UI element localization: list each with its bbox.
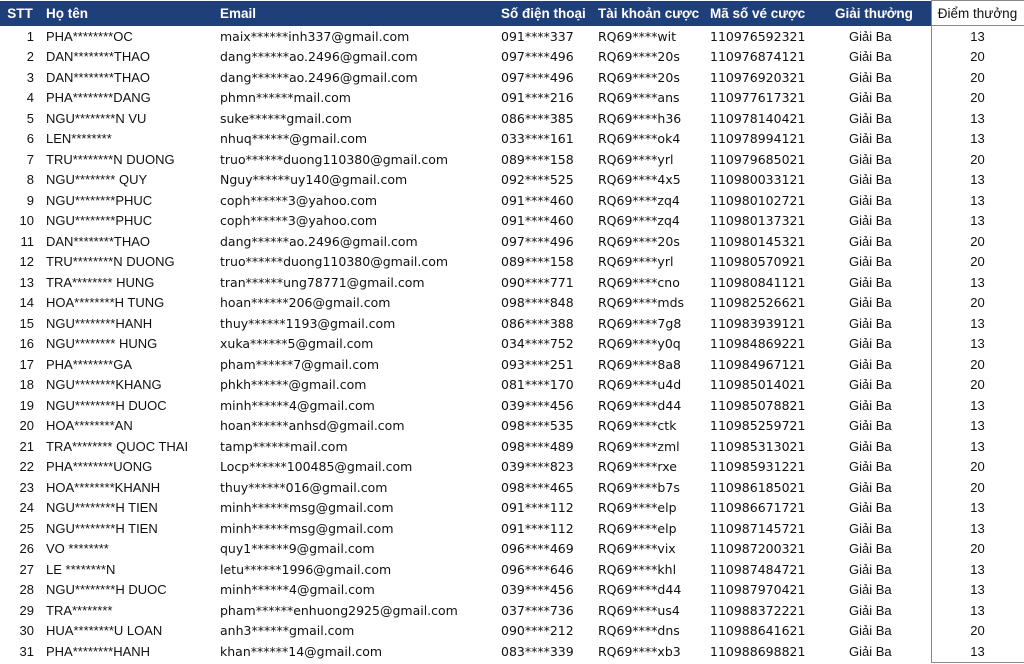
table-row: [0, 129, 1024, 150]
cell-ticket: 110985259721: [710, 418, 806, 434]
table-row: [0, 231, 1024, 252]
cell-name: TRA******** HUNG: [46, 274, 155, 290]
cell-stt: 30: [19, 623, 34, 639]
cell-account: RQ69****yrl: [598, 254, 674, 270]
header-name: Họ tên: [40, 1, 218, 26]
cell-account: RQ69****h36: [598, 110, 682, 126]
cell-points: 20: [931, 477, 1024, 498]
cell-account: RQ69****20s: [598, 69, 680, 85]
cell-prize: Giải Ba: [849, 28, 892, 44]
cell-email: dang******ao.2496@gmail.com: [220, 233, 418, 249]
cell-account: RQ69****20s: [598, 49, 680, 65]
cell-email: maix******inh337@gmail.com: [220, 28, 410, 44]
cell-email: truo******duong110380@gmail.com: [220, 254, 449, 270]
cell-email: hoan******anhsd@gmail.com: [220, 418, 405, 434]
cell-email: tran******ung78771@gmail.com: [220, 274, 425, 290]
cell-points: 13: [931, 211, 1024, 232]
cell-stt: 6: [26, 131, 34, 147]
cell-points: 13: [931, 559, 1024, 580]
cell-stt: 22: [19, 459, 34, 475]
header-prize: Giải thưởng: [833, 1, 931, 26]
cell-points: 20: [931, 149, 1024, 170]
cell-email: minh******msg@gmail.com: [220, 500, 394, 516]
cell-prize: Giải Ba: [849, 295, 892, 311]
cell-account: RQ69****4x5: [598, 172, 681, 188]
cell-name: LE ********N: [46, 561, 116, 577]
cell-points: 20: [931, 47, 1024, 68]
table-row: [0, 375, 1024, 396]
cell-prize: Giải Ba: [849, 644, 892, 659]
cell-phone: 086****385: [501, 110, 574, 126]
cell-prize: Giải Ba: [849, 479, 892, 495]
cell-prize: Giải Ba: [849, 602, 892, 618]
cell-name: DAN********THAO: [46, 233, 151, 249]
cell-ticket: 110985931221: [710, 459, 806, 475]
cell-email: Locp******100485@gmail.com: [220, 459, 413, 475]
cell-account: RQ69****zml: [598, 438, 680, 454]
cell-ticket: 110987145721: [710, 520, 806, 536]
cell-prize: Giải Ba: [849, 315, 892, 331]
cell-name: DAN********THAO: [46, 69, 151, 85]
cell-email: anh3******gmail.com: [220, 623, 355, 639]
cell-prize: Giải Ba: [849, 500, 892, 516]
cell-email: thuy******016@gmail.com: [220, 479, 388, 495]
cell-stt: 31: [19, 644, 34, 659]
cell-ticket: 110980033121: [710, 172, 806, 188]
cell-name: HUA********U LOAN: [46, 623, 163, 639]
table-row: [0, 334, 1024, 355]
cell-prize: Giải Ba: [849, 397, 892, 413]
table-row: [0, 211, 1024, 232]
cell-account: RQ69****mds: [598, 295, 685, 311]
table-row: [0, 293, 1024, 314]
cell-account: RQ69****ans: [598, 90, 680, 106]
cell-stt: 27: [19, 561, 34, 577]
cell-account: RQ69****xb3: [598, 644, 681, 659]
cell-prize: Giải Ba: [849, 69, 892, 85]
cell-account: RQ69****khl: [598, 561, 677, 577]
cell-ticket: 110986671721: [710, 500, 806, 516]
cell-ticket: 110983939121: [710, 315, 806, 331]
cell-email: Nguy******uy140@gmail.com: [220, 172, 408, 188]
cell-ticket: 110976592321: [710, 28, 806, 44]
cell-points: 13: [931, 334, 1024, 355]
header-account: Tài khoản cược: [596, 1, 708, 26]
cell-email: truo******duong110380@gmail.com: [220, 151, 449, 167]
cell-email: xuka******5@gmail.com: [220, 336, 374, 352]
cell-prize: Giải Ba: [849, 192, 892, 208]
cell-phone: 092****525: [501, 172, 574, 188]
cell-points: 20: [931, 457, 1024, 478]
cell-stt: 24: [19, 500, 34, 516]
cell-name: NGU********KHANG: [46, 377, 162, 393]
cell-phone: 090****771: [501, 274, 574, 290]
cell-name: PHA********OC: [46, 28, 133, 44]
cell-email: letu******1996@gmail.com: [220, 561, 392, 577]
cell-prize: Giải Ba: [849, 561, 892, 577]
cell-stt: 13: [19, 274, 34, 290]
cell-name: PHA********HANH: [46, 644, 151, 659]
cell-prize: Giải Ba: [849, 356, 892, 372]
cell-phone: 083****339: [501, 644, 574, 659]
cell-phone: 081****170: [501, 377, 574, 393]
cell-email: quy1******9@gmail.com: [220, 541, 375, 557]
cell-phone: 091****337: [501, 28, 574, 44]
cell-name: NGU******** QUY: [46, 172, 148, 188]
cell-stt: 21: [19, 438, 34, 454]
cell-points: 20: [931, 354, 1024, 375]
cell-prize: Giải Ba: [849, 172, 892, 188]
cell-ticket: 110988698821: [710, 644, 806, 659]
cell-ticket: 110985014021: [710, 377, 806, 393]
cell-account: RQ69****ok4: [598, 131, 681, 147]
cell-account: RQ69****yrl: [598, 151, 674, 167]
cell-email: minh******msg@gmail.com: [220, 520, 394, 536]
cell-name: HOA********KHANH: [46, 479, 161, 495]
cell-ticket: 110980841121: [710, 274, 806, 290]
cell-points: 13: [931, 580, 1024, 601]
table-row: [0, 354, 1024, 375]
cell-phone: 037****736: [501, 602, 574, 618]
table-row: [0, 477, 1024, 498]
cell-phone: 096****646: [501, 561, 574, 577]
cell-phone: 089****158: [501, 254, 574, 270]
cell-account: RQ69****20s: [598, 233, 680, 249]
cell-ticket: 110980137321: [710, 213, 806, 229]
cell-prize: Giải Ba: [849, 541, 892, 557]
cell-email: phmn******mail.com: [220, 90, 351, 106]
cell-phone: 098****489: [501, 438, 574, 454]
cell-phone: 033****161: [501, 131, 574, 147]
cell-stt: 23: [19, 479, 34, 495]
cell-stt: 4: [26, 90, 34, 106]
table-row: [0, 47, 1024, 68]
cell-email: tamp******mail.com: [220, 438, 348, 454]
header-stt: STT: [0, 1, 40, 26]
cell-phone: 093****251: [501, 356, 574, 372]
cell-account: RQ69****d44: [598, 582, 682, 598]
cell-points: 20: [931, 88, 1024, 109]
cell-name: NGU********HANH: [46, 315, 153, 331]
cell-points: 13: [931, 436, 1024, 457]
table-row: [0, 559, 1024, 580]
cell-points: 20: [931, 252, 1024, 273]
table-row: [0, 518, 1024, 539]
cell-phone: 091****112: [501, 520, 574, 536]
cell-stt: 26: [19, 541, 34, 557]
cell-phone: 096****469: [501, 541, 574, 557]
cell-name: TRA********: [46, 602, 113, 618]
cell-name: NGU********H TIEN: [46, 500, 158, 516]
cell-stt: 8: [26, 172, 34, 188]
cell-points: 13: [931, 313, 1024, 334]
cell-ticket: 110980570921: [710, 254, 806, 270]
cell-phone: 098****535: [501, 418, 574, 434]
cell-email: dang******ao.2496@gmail.com: [220, 69, 418, 85]
header-row: [0, 1, 1024, 26]
cell-ticket: 110985313021: [710, 438, 806, 454]
cell-ticket: 110980102721: [710, 192, 806, 208]
cell-points: 20: [931, 375, 1024, 396]
table-row: [0, 149, 1024, 170]
table-row: [0, 436, 1024, 457]
table-row: [0, 170, 1024, 191]
cell-points: 13: [931, 641, 1024, 662]
cell-email: minh******4@gmail.com: [220, 397, 375, 413]
cell-ticket: 110982526621: [710, 295, 806, 311]
cell-ticket: 110987484721: [710, 561, 806, 577]
table-body: [0, 26, 1024, 663]
cell-account: RQ69****vix: [598, 541, 676, 557]
cell-account: RQ69****rxe: [598, 459, 677, 475]
cell-phone: 098****848: [501, 295, 574, 311]
cell-prize: Giải Ba: [849, 418, 892, 434]
cell-account: RQ69****dns: [598, 623, 680, 639]
header-email: Email: [218, 1, 499, 26]
cell-points: 20: [931, 67, 1024, 88]
cell-name: NGU********H DUOC: [46, 397, 167, 413]
cell-account: RQ69****us4: [598, 602, 680, 618]
cell-prize: Giải Ba: [849, 254, 892, 270]
cell-email: minh******4@gmail.com: [220, 582, 375, 598]
table-row: [0, 108, 1024, 129]
cell-email: pham******enhuong2925@gmail.com: [220, 602, 458, 618]
cell-prize: Giải Ba: [849, 438, 892, 454]
cell-ticket: 110980145321: [710, 233, 806, 249]
cell-account: RQ69****ctk: [598, 418, 677, 434]
cell-points: 13: [931, 498, 1024, 519]
cell-stt: 25: [19, 520, 34, 536]
cell-name: NGU********H DUOC: [46, 582, 167, 598]
cell-name: TRU********N DUONG: [46, 254, 175, 270]
cell-phone: 097****496: [501, 69, 574, 85]
cell-email: coph******3@yahoo.com: [220, 213, 378, 229]
cell-stt: 18: [19, 377, 34, 393]
cell-ticket: 110979685021: [710, 151, 806, 167]
cell-name: NGU********PHUC: [46, 192, 153, 208]
cell-points: 13: [931, 518, 1024, 539]
table-row: [0, 580, 1024, 601]
table-row: [0, 498, 1024, 519]
cell-name: PHA********UONG: [46, 459, 153, 475]
table-row: [0, 190, 1024, 211]
cell-stt: 28: [19, 582, 34, 598]
cell-prize: Giải Ba: [849, 459, 892, 475]
cell-email: khan******14@gmail.com: [220, 644, 383, 659]
cell-phone: 039****823: [501, 459, 574, 475]
cell-stt: 3: [26, 69, 34, 85]
cell-prize: Giải Ba: [849, 233, 892, 249]
cell-points: 13: [931, 170, 1024, 191]
cell-name: LEN********: [46, 131, 112, 147]
cell-stt: 2: [26, 49, 34, 65]
cell-points: 13: [931, 26, 1024, 47]
cell-ticket: 110978140421: [710, 110, 806, 126]
cell-name: NGU********N VU: [46, 110, 147, 126]
cell-email: nhuq******@gmail.com: [220, 131, 368, 147]
cell-stt: 15: [19, 315, 34, 331]
cell-email: pham******7@gmail.com: [220, 356, 380, 372]
cell-ticket: 110988372221: [710, 602, 806, 618]
table-row: [0, 272, 1024, 293]
cell-phone: 098****465: [501, 479, 574, 495]
cell-name: NGU********PHUC: [46, 213, 153, 229]
cell-stt: 1: [26, 28, 34, 44]
table-row: [0, 395, 1024, 416]
cell-name: HOA********H TUNG: [46, 295, 165, 311]
cell-phone: 089****158: [501, 151, 574, 167]
cell-prize: Giải Ba: [849, 213, 892, 229]
cell-phone: 091****216: [501, 90, 574, 106]
cell-prize: Giải Ba: [849, 49, 892, 65]
cell-name: NGU******** HUNG: [46, 336, 158, 352]
cell-account: RQ69****8a8: [598, 356, 681, 372]
table-row: [0, 26, 1024, 47]
cell-stt: 10: [19, 213, 34, 229]
cell-account: RQ69****zq4: [598, 192, 680, 208]
cell-ticket: 110976920321: [710, 69, 806, 85]
cell-points: 13: [931, 395, 1024, 416]
cell-ticket: 110985078821: [710, 397, 806, 413]
cell-stt: 5: [26, 110, 34, 126]
cell-points: 13: [931, 108, 1024, 129]
cell-stt: 9: [26, 192, 34, 208]
cell-ticket: 110988641621: [710, 623, 806, 639]
table-row: [0, 313, 1024, 334]
cell-prize: Giải Ba: [849, 110, 892, 126]
cell-phone: 086****388: [501, 315, 574, 331]
cell-prize: Giải Ba: [849, 274, 892, 290]
cell-stt: 12: [19, 254, 34, 270]
cell-phone: 091****460: [501, 192, 574, 208]
cell-points: 13: [931, 416, 1024, 437]
cell-account: RQ69****cno: [598, 274, 680, 290]
cell-stt: 17: [19, 356, 34, 372]
cell-ticket: 110984967121: [710, 356, 806, 372]
cell-phone: 091****112: [501, 500, 574, 516]
table-row: [0, 88, 1024, 109]
cell-stt: 29: [19, 602, 34, 618]
cell-prize: Giải Ba: [849, 623, 892, 639]
table-row: [0, 457, 1024, 478]
cell-email: suke******gmail.com: [220, 110, 352, 126]
cell-email: coph******3@yahoo.com: [220, 192, 378, 208]
cell-email: phkh******@gmail.com: [220, 377, 367, 393]
cell-name: TRA******** QUOC THAI: [46, 438, 189, 454]
cell-prize: Giải Ba: [849, 131, 892, 147]
cell-name: VO ********: [46, 541, 109, 557]
table-row: [0, 621, 1024, 642]
cell-name: DAN********THAO: [46, 49, 151, 65]
cell-points: 13: [931, 190, 1024, 211]
cell-account: RQ69****wit: [598, 28, 677, 44]
cell-points: 13: [931, 272, 1024, 293]
cell-phone: 090****212: [501, 623, 574, 639]
cell-ticket: 110987970421: [710, 582, 806, 598]
cell-phone: 097****496: [501, 233, 574, 249]
cell-prize: Giải Ba: [849, 151, 892, 167]
cell-points: 20: [931, 621, 1024, 642]
cell-account: RQ69****elp: [598, 520, 677, 536]
cell-account: RQ69****b7s: [598, 479, 680, 495]
cell-stt: 16: [19, 336, 34, 352]
cell-points: 20: [931, 231, 1024, 252]
cell-points: 20: [931, 293, 1024, 314]
cell-prize: Giải Ba: [849, 582, 892, 598]
cell-stt: 14: [19, 295, 34, 311]
cell-stt: 19: [19, 397, 34, 413]
cell-points: 13: [931, 129, 1024, 150]
cell-account: RQ69****zq4: [598, 213, 680, 229]
table-row: [0, 252, 1024, 273]
cell-account: RQ69****y0q: [598, 336, 681, 352]
cell-prize: Giải Ba: [849, 377, 892, 393]
cell-phone: 039****456: [501, 582, 574, 598]
table-row: [0, 641, 1024, 662]
cell-email: hoan******206@gmail.com: [220, 295, 391, 311]
cell-name: TRU********N DUONG: [46, 151, 175, 167]
cell-prize: Giải Ba: [849, 336, 892, 352]
cell-ticket: 110977617321: [710, 90, 806, 106]
cell-account: RQ69****u4d: [598, 377, 682, 393]
cell-name: HOA********AN: [46, 418, 133, 434]
cell-prize: Giải Ba: [849, 520, 892, 536]
cell-stt: 20: [19, 418, 34, 434]
header-ticket: Mã số vé cược: [708, 1, 833, 26]
cell-account: RQ69****d44: [598, 397, 682, 413]
cell-name: NGU********H TIEN: [46, 520, 158, 536]
cell-prize: Giải Ba: [849, 90, 892, 106]
cell-account: RQ69****7g8: [598, 315, 682, 331]
cell-points: 20: [931, 539, 1024, 560]
table-row: [0, 539, 1024, 560]
cell-phone: 034****752: [501, 336, 574, 352]
table-row: [0, 67, 1024, 88]
cell-account: RQ69****elp: [598, 500, 677, 516]
cell-email: thuy******1193@gmail.com: [220, 315, 396, 331]
cell-points: 13: [931, 600, 1024, 621]
cell-ticket: 110987200321: [710, 541, 806, 557]
cell-stt: 11: [20, 233, 34, 249]
cell-ticket: 110976874121: [710, 49, 806, 65]
cell-ticket: 110978994121: [710, 131, 806, 147]
cell-stt: 7: [26, 151, 34, 167]
cell-ticket: 110984869221: [710, 336, 806, 352]
cell-name: PHA********GA: [46, 356, 132, 372]
header-phone: Số điện thoại: [499, 1, 596, 26]
cell-phone: 097****496: [501, 49, 574, 65]
cell-email: dang******ao.2496@gmail.com: [220, 49, 418, 65]
table-row: [0, 600, 1024, 621]
cell-phone: 039****456: [501, 397, 574, 413]
cell-name: PHA********DANG: [46, 90, 151, 106]
header-points: Điểm thưởng: [931, 1, 1024, 26]
cell-ticket: 110986185021: [710, 479, 806, 495]
table-row: [0, 416, 1024, 437]
cell-phone: 091****460: [501, 213, 574, 229]
